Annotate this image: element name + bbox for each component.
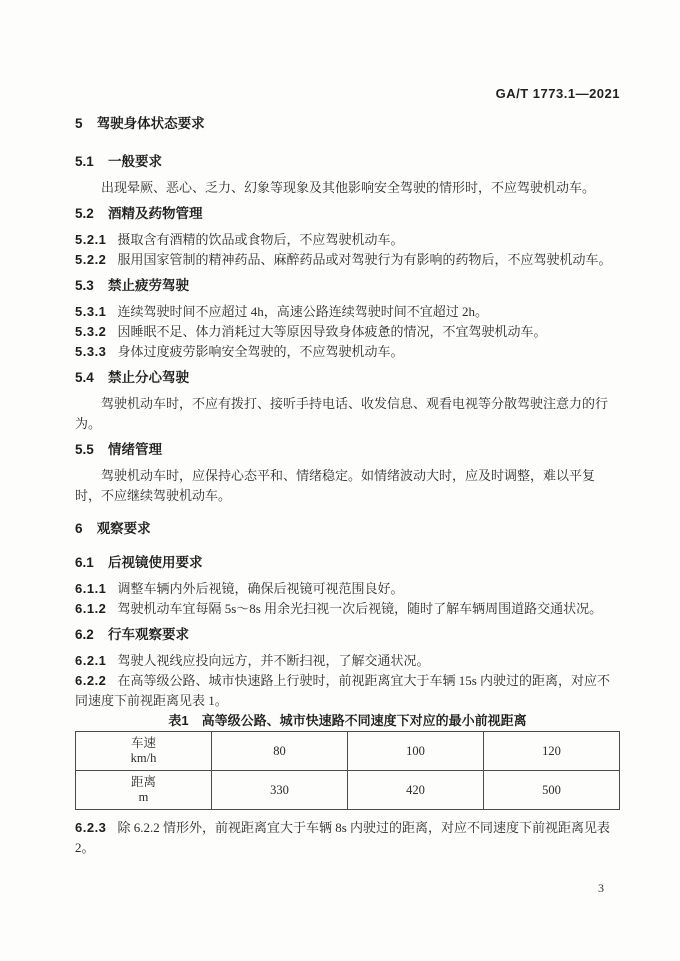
clause-text: 除 6.2.2 情形外，前视距离宜大于车辆 8s 内驶过的距离，对应不同速度下前视距离见表 2。	[75, 820, 611, 855]
table-header-distance	[76, 771, 212, 810]
table-row-speed	[76, 732, 620, 771]
subsection-number: 6.1	[75, 555, 94, 570]
table-1-caption	[75, 711, 620, 730]
table-cell-distance-330: 330	[212, 771, 348, 810]
row-unit: m	[138, 790, 149, 804]
subsection-5-3-heading	[75, 276, 620, 296]
subsection-6-1-heading	[75, 553, 620, 573]
section-title: 观察要求	[96, 521, 151, 536]
clause-text: 在高等级公路、城市快速路上行驶时，前视距离宜大于车辆 15s 内驶过的距离，对应不同速度下前视距离见表 1。	[75, 673, 611, 708]
table-caption-label: 表1	[168, 713, 189, 728]
section-number: 6	[75, 521, 83, 536]
table-1	[75, 731, 620, 810]
clause-6-2-3	[75, 818, 620, 858]
section-5-heading	[75, 114, 620, 134]
subsection-5-2-heading	[75, 204, 620, 224]
table-row-distance	[76, 771, 620, 810]
paragraph-5-1: 出现晕厥、恶心、乏力、幻象等现象及其他影响安全驾驶的情形时，不应驾驶机动车。	[101, 180, 596, 195]
row-label: 车速	[130, 736, 156, 750]
subsection-number: 5.4	[75, 370, 94, 385]
table-cell-speed-100: 100	[348, 732, 484, 771]
standard-number: GA/T 1773.1—2021	[495, 86, 620, 101]
clause-number: 6.2.2	[75, 673, 107, 688]
section-6-heading	[75, 519, 620, 539]
subsection-6-2-heading	[75, 625, 620, 645]
row-unit: km/h	[130, 751, 157, 765]
document-content	[75, 0, 620, 858]
clause-text: 摄取含有酒精的饮品或食物后，不应驾驶机动车。	[117, 232, 404, 247]
table-header-speed	[76, 732, 212, 771]
clause-number: 5.3.1	[75, 304, 107, 319]
clause-6-2-1	[75, 651, 620, 671]
clause-text: 因睡眠不足、体力消耗过大等原因导致身体疲惫的情况，不宜驾驶机动车。	[117, 324, 547, 339]
clause-5-3-1	[75, 302, 620, 322]
clause-5-2-1	[75, 230, 620, 250]
subsection-title: 行车观察要求	[107, 627, 189, 642]
clause-6-1-1	[75, 579, 620, 599]
clause-5-2-2	[75, 250, 620, 270]
clause-number: 6.1.1	[75, 581, 107, 596]
clause-text: 驾驶人视线应投向远方，并不断扫视，了解交通状况。	[117, 653, 430, 668]
paragraph-5-5: 驾驶机动车时，应保持心态平和、情绪稳定。如情绪波动大时，应及时调整，难以平复时，不应继续驾驶机动车。	[75, 468, 596, 503]
clause-number: 6.2.1	[75, 653, 107, 668]
subsection-title: 禁止分心驾驶	[107, 370, 189, 385]
table-cell-distance-500: 500	[484, 771, 620, 810]
subsection-title: 后视镜使用要求	[107, 555, 203, 570]
clause-text: 服用国家管制的精神药品、麻醉药品或对驾驶行为有影响的药物后，不应驾驶机动车。	[117, 252, 612, 267]
table-cell-speed-120: 120	[484, 732, 620, 771]
table-caption-title: 高等级公路、城市快速路不同速度下对应的最小前视距离	[201, 713, 527, 728]
subsection-5-4-heading	[75, 368, 620, 388]
clause-number: 5.3.3	[75, 344, 107, 359]
section-number: 5	[75, 116, 83, 131]
clause-number: 5.2.2	[75, 252, 107, 267]
subsection-5-1-heading	[75, 152, 620, 172]
clause-text: 调整车辆内外后视镜，确保后视镜可视范围良好。	[117, 581, 404, 596]
clause-number: 6.1.2	[75, 601, 107, 616]
paragraph-5-4: 驾驶机动车时，不应有拨打、接听手持电话、收发信息、观看电视等分散驾驶注意力的行为。	[75, 396, 609, 431]
clause-number: 5.2.1	[75, 232, 107, 247]
subsection-5-5-heading	[75, 440, 620, 460]
subsection-number: 5.5	[75, 442, 94, 457]
subsection-title: 酒精及药物管理	[107, 206, 203, 221]
subsection-number: 6.2	[75, 627, 94, 642]
subsection-title: 情绪管理	[107, 442, 162, 457]
page-header	[75, 87, 620, 101]
clause-6-2-2	[75, 671, 620, 711]
subsection-number: 5.3	[75, 278, 94, 293]
clause-text: 身体过度疲劳影响安全驾驶的，不应驾驶机动车。	[117, 344, 404, 359]
table-cell-speed-80: 80	[212, 732, 348, 771]
row-label: 距离	[130, 775, 156, 789]
subsection-number: 5.2	[75, 206, 94, 221]
subsection-title: 禁止疲劳驾驶	[107, 278, 189, 293]
page-number: 3	[598, 881, 604, 895]
clause-6-1-2	[75, 599, 620, 619]
clause-number: 5.3.2	[75, 324, 107, 339]
clause-5-3-2	[75, 322, 620, 342]
subsection-title: 一般要求	[107, 154, 162, 169]
section-title: 驾驶身体状态要求	[96, 116, 205, 131]
clause-text: 驾驶机动车宜每隔 5s～8s 用余光扫视一次后视镜，随时了解车辆周围道路交通状况。	[117, 601, 603, 616]
clause-text: 连续驾驶时间不应超过 4h，高速公路连续驾驶时间不宜超过 2h。	[117, 304, 488, 319]
table-cell-distance-420: 420	[348, 771, 484, 810]
clause-number: 6.2.3	[75, 820, 107, 835]
subsection-number: 5.1	[75, 154, 94, 169]
clause-5-3-3	[75, 342, 620, 362]
